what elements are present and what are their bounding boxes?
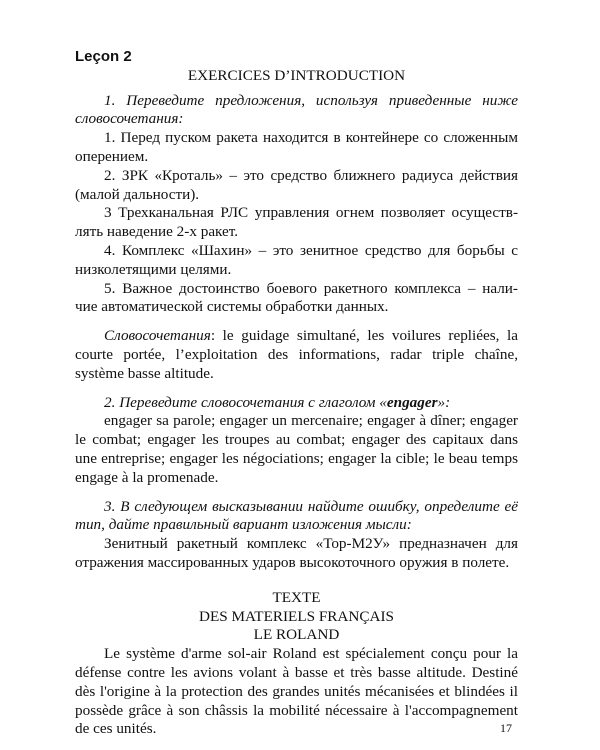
exercise-2-keyword: engager xyxy=(386,393,438,411)
vocabulary-label: Словосочетания xyxy=(104,327,211,345)
vocabulary-text: : le guidage simultané, les voilures repliées, la courte portée, l’exploitation des informations, radar triple chaîne, système basse altitude. xyxy=(75,327,518,382)
exercise-2-instruction-prefix: 2. Переведите словосочетания с глаголом « xyxy=(104,393,387,411)
page-number: 17 xyxy=(500,721,512,735)
exercise-1-sentence: 1. Перед пуском ракета находится в контейнере со сложенным оперением. xyxy=(75,129,518,165)
exercise-1-sentence: 4. Комплекс «Шахин» – это зенитное средство для борьбы с низколетящими целями. xyxy=(75,241,518,278)
exercise-2-instruction xyxy=(75,394,518,413)
exercise-1-sentence: 5. Важное достоинство боевого ракетного комплекса – нали-чие автоматической системы обработки данных. xyxy=(75,279,518,316)
exercise-3-text: Зенитный ракетный комплекс «Тор-М2У» предназначен для отражения массированных ударов высокоточного оружия в полете. xyxy=(75,535,518,571)
exercise-2-text: engager sa parole; engager un mercenaire; engager à dîner; engager le combat; engager les troupes au combat; engager des capitaux dans une entreprise; engager les négociations; engager la cible; le beau temps engage à la promenade. xyxy=(75,412,518,486)
exercise-3-instruction: 3. В следующем высказывании найдите ошибку, определите её тип, дайте правильный вариант изложения мысли: xyxy=(75,497,518,534)
lesson-title: Leçon 2 xyxy=(75,48,132,65)
exercise-1-sentence: 2. ЗРК «Кроталь» – это средство ближнего радиуса действия (малой дальности). xyxy=(75,166,518,203)
texte-paragraph: Le système d'arme sol-air Roland est spécialement conçu pour la défense contre les avions volant à basse et très basse altitude. Destiné dès l'origine à la protection des grandes unités mécanisées et blindées il possède grâce à son châssis la mobilité nécessaire à l'accompagnement de ces unités. xyxy=(75,645,518,738)
exercise-2-instruction-suffix: »: xyxy=(437,393,451,411)
exercise-1-sentence: 3 Трехканальная РЛС управления огнем позволяет осуществ-лять наведение 2-х ракет. xyxy=(75,204,518,241)
document-page xyxy=(75,44,518,739)
section-title: EXERCICES D’INTRODUCTION xyxy=(187,66,406,84)
exercise-1-instruction: 1. Переведите предложения, используя приведенные ниже словосочетания: xyxy=(75,91,518,128)
exercise-1-vocabulary xyxy=(75,327,518,383)
texte-title: LE ROLAND xyxy=(253,626,340,644)
texte-subheading: DES MATERIELS FRANÇAIS xyxy=(199,607,394,625)
texte-heading: TEXTE xyxy=(272,588,321,606)
